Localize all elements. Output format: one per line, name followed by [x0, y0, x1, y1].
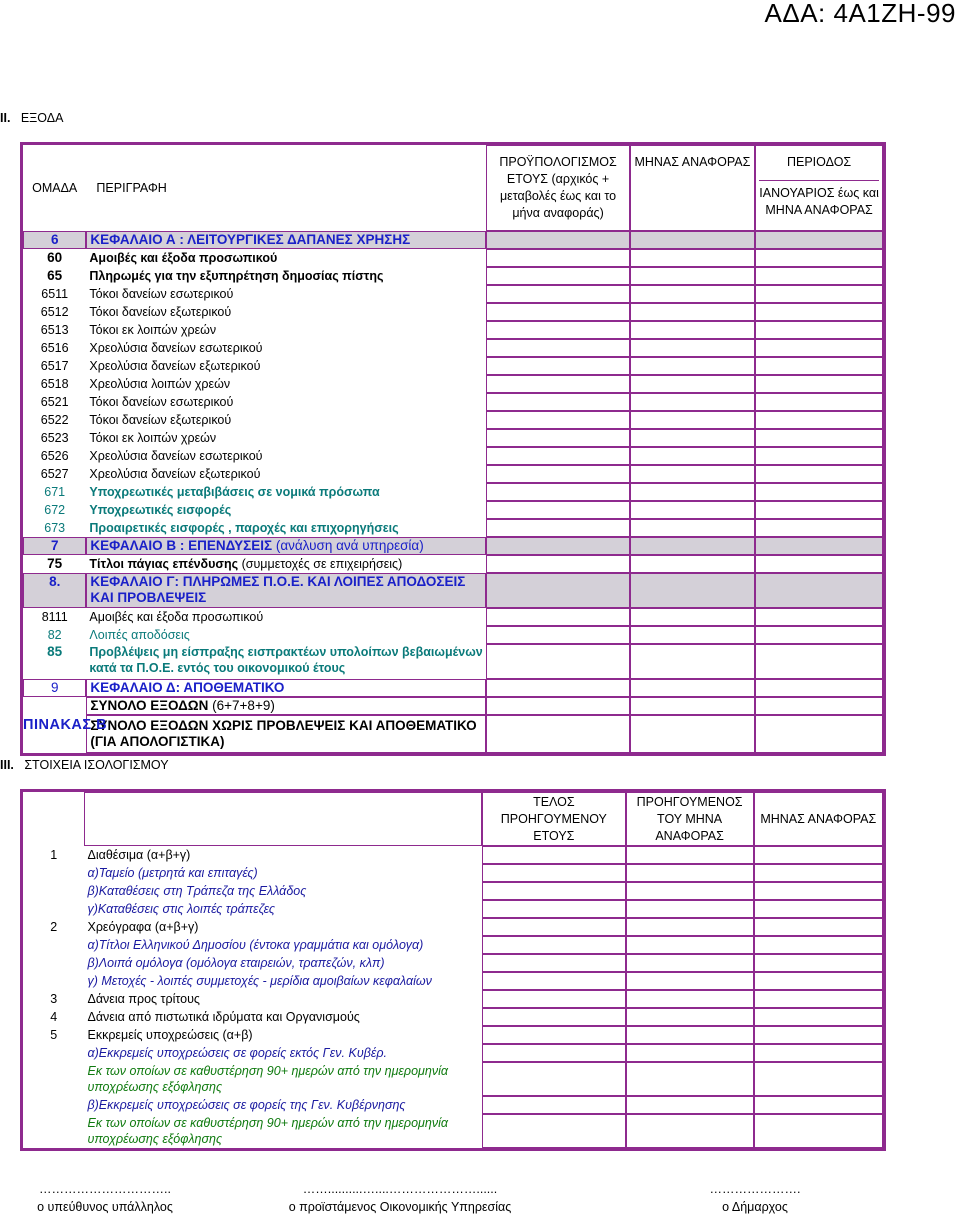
cell-month: [754, 936, 883, 954]
table-row: [23, 936, 883, 954]
table-row: [23, 846, 883, 864]
cell-period: [755, 519, 883, 537]
header-period-subtitle: ΙΑΝΟΥΑΡΙΟΣ έως και ΜΗΝΑ ΑΝΑΦΟΡΑΣ: [759, 180, 879, 219]
cell-period: [755, 357, 883, 375]
cell-month: [630, 285, 756, 303]
row-code: 6518: [40, 377, 69, 391]
row-description: Χρεολύσια δανείων εξωτερικού: [89, 467, 261, 481]
row-description: Υποχρεωτικές εισφορές: [89, 503, 232, 517]
table-row: [23, 1062, 883, 1096]
cell-budget: [486, 465, 629, 483]
row-code: 671: [44, 485, 66, 499]
table-row: [23, 483, 883, 501]
cell-period: [755, 249, 883, 267]
row-code: 60: [47, 250, 63, 265]
row-description: Αμοιβές και έξοδα προσωπικού: [89, 251, 278, 265]
row-number: [23, 900, 84, 918]
cell-prev-year: [482, 936, 626, 954]
cell-month: [630, 555, 756, 573]
table-row: [23, 626, 883, 644]
table-row: [23, 537, 883, 555]
row-code: [23, 697, 86, 715]
cell-prev-month: [626, 846, 754, 864]
cell-month: [630, 321, 756, 339]
cell-month: [754, 1026, 883, 1044]
signature-label: ο προϊστάμενος Οικονομικής Υπηρεσίας: [288, 1200, 512, 1214]
cell-month: [630, 339, 756, 357]
table-row: [23, 339, 883, 357]
cell-month: [630, 697, 756, 715]
row-description-main: ΚΕΦΑΛΑΙΟ Β : ΕΠΕΝΔΥΣΕΙΣ: [90, 538, 273, 553]
row-code: 6521: [40, 395, 69, 409]
table-row: [23, 519, 883, 537]
header-empty: [23, 792, 84, 846]
header-budget: ΠΡΟΫΠΟΛΟΓΙΣΜΟΣ ΕΤΟΥΣ (αρχικός + μεταβολές έως και το μήνα αναφοράς): [486, 145, 629, 231]
row-code: 6522: [40, 413, 69, 427]
cell-prev-month: [626, 918, 754, 936]
table-row: [23, 1026, 883, 1044]
cell-month: [630, 429, 756, 447]
cell-month: [630, 375, 756, 393]
cell-period: [755, 321, 883, 339]
row-description: Λοιπές αποδόσεις: [89, 628, 190, 642]
row-description: β)Λοιπά ομόλογα (ομόλογα εταιρειών, τραπεζών, κλπ): [87, 956, 385, 970]
cell-period: [755, 465, 883, 483]
cell-period: [755, 339, 883, 357]
row-description: α)Ταμείο (μετρητά και επιταγές): [87, 866, 258, 880]
table-row: [23, 900, 883, 918]
row-description-note: (6+7+8+9): [212, 698, 275, 713]
signature-line: ……..........…....…………………......: [302, 1182, 498, 1196]
row-code: 85: [47, 644, 63, 659]
header-empty-desc: [84, 792, 482, 846]
cell-period: [755, 447, 883, 465]
table-row: [23, 555, 883, 573]
table-row: [23, 375, 883, 393]
signature-line: …………………………..: [39, 1182, 171, 1196]
row-code: 672: [44, 503, 66, 517]
cell-budget: [486, 393, 629, 411]
cell-month: [754, 1044, 883, 1062]
cell-budget: [486, 249, 629, 267]
cell-month: [754, 918, 883, 936]
cell-month: [630, 626, 756, 644]
cell-budget: [486, 519, 629, 537]
row-code: 6: [23, 231, 86, 249]
table-row: [23, 697, 883, 715]
section-number: II.: [0, 111, 11, 125]
cell-budget: [486, 626, 629, 644]
row-number: [23, 864, 84, 882]
cell-budget: [486, 715, 629, 753]
row-description: Τόκοι δανείων εξωτερικού: [89, 413, 232, 427]
row-number: 4: [50, 1010, 58, 1024]
cell-budget: [486, 303, 629, 321]
cell-month: [754, 954, 883, 972]
table-row: [23, 285, 883, 303]
cell-prev-year: [482, 1008, 626, 1026]
row-code: 8111: [41, 610, 68, 624]
row-description: α)Εκκρεμείς υποχρεώσεις σε φορείς εκτός Γεν. Κυβέρ.: [87, 1046, 387, 1060]
cell-budget: [486, 501, 629, 519]
cell-prev-month: [626, 1114, 754, 1148]
row-description-main: ΣΥΝΟΛΟ ΕΞΟΔΩΝ: [90, 698, 209, 713]
table-header-row: [23, 792, 883, 846]
cell-month: [630, 303, 756, 321]
row-description: Τόκοι δανείων εξωτερικού: [89, 305, 232, 319]
row-code: 75: [47, 556, 63, 571]
section-balance-title: [0, 758, 169, 772]
cell-month: [630, 393, 756, 411]
table-row: [23, 972, 883, 990]
row-description: Προαιρετικές εισφορές , παροχές και επιχορηγήσεις: [89, 521, 399, 535]
table-row: [23, 303, 883, 321]
cell-budget: [486, 357, 629, 375]
row-number: [23, 1096, 84, 1114]
header-period: [755, 145, 883, 231]
row-description: Εκ των οποίων σε καθυστέρηση 90+ ημερών από την ημερομηνία υποχρέωσης εξόφλησης: [87, 1064, 448, 1094]
table-row: [23, 321, 883, 339]
cell-month: [630, 573, 756, 608]
cell-month: [630, 644, 756, 679]
cell-period: [755, 644, 883, 679]
row-description: Τόκοι δανείων εσωτερικού: [89, 395, 234, 409]
row-code: 65: [47, 268, 63, 283]
row-code: 673: [44, 521, 66, 535]
table-row: [23, 393, 883, 411]
row-description: γ) Μετοχές - λοιπές συμμετοχές - μερίδια αμοιβαίων κεφαλαίων: [87, 974, 432, 988]
row-code: 8.: [23, 573, 86, 608]
signature-label: ο υπεύθυνος υπάλληλος: [37, 1200, 173, 1214]
row-description: Χρεολύσια δανείων εσωτερικού: [89, 341, 263, 355]
cell-period: [755, 697, 883, 715]
row-code: 7: [23, 537, 86, 555]
row-description-main: Τίτλοι πάγιας επένδυσης: [89, 557, 239, 571]
cell-budget: [486, 555, 629, 573]
cell-budget: [486, 375, 629, 393]
row-description: Χρεολύσια δανείων εξωτερικού: [89, 359, 261, 373]
row-description: Πληρωμές για την εξυπηρέτηση δημοσίας πίστης: [89, 269, 384, 283]
row-description: ΚΕΦΑΛΑΙΟ Δ: ΑΠΟΘΕΜΑΤΙΚΟ: [86, 679, 486, 697]
table-row: [23, 1044, 883, 1062]
cell-prev-year: [482, 1026, 626, 1044]
cell-period: [755, 303, 883, 321]
cell-period: [755, 267, 883, 285]
cell-month: [630, 483, 756, 501]
cell-budget: [486, 285, 629, 303]
cell-prev-month: [626, 1026, 754, 1044]
row-description: Δάνεια από πιστωτικά ιδρύματα και Οργανισμούς: [87, 1010, 360, 1024]
row-description: β)Εκκρεμείς υποχρεώσεις σε φορείς της Γεν. Κυβέρνησης: [87, 1098, 406, 1112]
row-description: Τόκοι δανείων εσωτερικού: [89, 287, 234, 301]
row-code: 6517: [40, 359, 69, 373]
cell-month: [754, 1062, 883, 1096]
signature-line: ………………….: [709, 1182, 801, 1196]
cell-month: [754, 1008, 883, 1026]
table-row: [23, 465, 883, 483]
cell-prev-month: [626, 882, 754, 900]
header-group: ΟΜΑΔΑ: [32, 180, 78, 195]
cell-month: [754, 1096, 883, 1114]
cell-prev-month: [626, 864, 754, 882]
cell-prev-year: [482, 990, 626, 1008]
cell-period: [755, 483, 883, 501]
cell-month: [630, 537, 756, 555]
ada-code: ΑΔΑ: 4Α1ΖΗ-99: [764, 0, 956, 28]
cell-prev-month: [626, 990, 754, 1008]
cell-prev-year: [482, 918, 626, 936]
cell-month: [754, 990, 883, 1008]
table-row: [23, 357, 883, 375]
cell-prev-month: [626, 1044, 754, 1062]
row-code: 82: [47, 628, 62, 642]
row-description: [86, 537, 486, 555]
table-row: [23, 1114, 883, 1148]
cell-period: [755, 555, 883, 573]
cell-month: [630, 267, 756, 285]
row-code: 9: [23, 679, 86, 697]
header-prev-month: ΠΡΟΗΓΟΥΜΕΝΟΣ ΤΟΥ ΜΗΝΑ ΑΝΑΦΟΡΑΣ: [626, 792, 754, 846]
cell-prev-month: [626, 972, 754, 990]
cell-budget: [486, 411, 629, 429]
cell-month: [630, 501, 756, 519]
cell-period: [755, 285, 883, 303]
table-row: [23, 864, 883, 882]
table-row: [23, 267, 883, 285]
row-description: Εκ των οποίων σε καθυστέρηση 90+ ημερών από την ημερομηνία υποχρέωσης εξόφλησης: [87, 1116, 448, 1146]
section-number: III.: [0, 758, 14, 772]
cell-budget: [486, 321, 629, 339]
header-month: ΜΗΝΑΣ ΑΝΑΦΟΡΑΣ: [754, 792, 883, 846]
row-description: ΣΥΝΟΛΟ ΕΞΟΔΩΝ ΧΩΡΙΣ ΠΡΟΒΛΕΨΕΙΣ ΚΑΙ ΑΠΟΘΕΜΑΤΙΚΟ (ΓΙΑ ΑΠΟΛΟΓΙΣΤΙΚΑ): [86, 715, 486, 753]
cell-budget: [486, 697, 629, 715]
row-description: Δάνεια προς τρίτους: [87, 992, 200, 1006]
row-description: Τόκοι εκ λοιπών χρεών: [89, 323, 217, 337]
expenses-table: [20, 142, 886, 756]
header-month: [630, 145, 756, 231]
cell-month: [630, 519, 756, 537]
cell-budget: [486, 644, 629, 679]
cell-budget: [486, 267, 629, 285]
table-row: [23, 644, 883, 679]
table-row: [23, 918, 883, 936]
table-row: [23, 429, 883, 447]
table-row: [23, 231, 883, 249]
table-row: [23, 1008, 883, 1026]
cell-month: [754, 1114, 883, 1148]
cell-period: [755, 375, 883, 393]
cell-month: [630, 231, 756, 249]
table-row: [23, 990, 883, 1008]
row-code: 6516: [40, 341, 69, 355]
cell-prev-month: [626, 1062, 754, 1096]
section-label: ΕΞΟΔΑ: [20, 111, 64, 125]
cell-period: [755, 537, 883, 555]
cell-prev-month: [626, 954, 754, 972]
cell-month: [754, 846, 883, 864]
cell-month: [630, 447, 756, 465]
cell-prev-year: [482, 1044, 626, 1062]
table-row: [23, 411, 883, 429]
row-number: [23, 972, 84, 990]
header-description: ΠΕΡΙΓΡΑΦΗ: [96, 180, 167, 195]
table-row: [23, 954, 883, 972]
row-description: ΚΕΦΑΛΑΙΟ Α : ΛΕΙΤΟΥΡΓΙΚΕΣ ΔΑΠΑΝΕΣ ΧΡΗΣΗΣ: [86, 231, 486, 249]
table-row: [23, 573, 883, 608]
row-code: 6523: [40, 431, 69, 445]
row-description: Τόκοι εκ λοιπών χρεών: [89, 431, 217, 445]
cell-month: [630, 715, 756, 753]
cell-period: [755, 715, 883, 753]
row-description-note: (συμμετοχές σε επιχειρήσεις): [241, 557, 403, 571]
cell-prev-year: [482, 882, 626, 900]
row-description: [86, 697, 486, 715]
row-code: 6526: [40, 449, 69, 463]
cell-period: [755, 393, 883, 411]
row-number: [23, 882, 84, 900]
row-description: ΚΕΦΑΛΑΙΟ Γ: ΠΛΗΡΩΜΕΣ Π.Ο.Ε. ΚΑΙ ΛΟΙΠΕΣ ΑΠΟΔΟΣΕΙΣ ΚΑΙ ΠΡΟΒΛΕΨΕΙΣ: [86, 573, 486, 608]
cell-month: [630, 357, 756, 375]
row-number: [23, 1062, 84, 1096]
row-description: Διαθέσιμα (α+β+γ): [87, 848, 191, 862]
header-prev-year: ΤΕΛΟΣ ΠΡΟΗΓΟΥΜΕΝΟΥ ΕΤΟΥΣ: [482, 792, 626, 846]
balance-table: [20, 789, 886, 1151]
cell-period: [755, 626, 883, 644]
cell-prev-year: [482, 954, 626, 972]
row-description: β)Καταθέσεις στη Τράπεζα της Ελλάδος: [87, 884, 307, 898]
row-description: Χρεολύσια λοιπών χρεών: [89, 377, 231, 391]
table-row: [23, 679, 883, 697]
cell-budget: [486, 573, 629, 608]
table-row: [23, 715, 883, 753]
cell-prev-year: [482, 1096, 626, 1114]
cell-prev-year: [482, 846, 626, 864]
cell-prev-year: [482, 864, 626, 882]
cell-period: [755, 573, 883, 608]
cell-prev-month: [626, 1008, 754, 1026]
cell-month: [630, 411, 756, 429]
cell-period: [755, 429, 883, 447]
row-number: 2: [50, 920, 58, 934]
cell-month: [754, 864, 883, 882]
cell-month: [630, 465, 756, 483]
row-number: 1: [50, 848, 58, 862]
cell-prev-month: [626, 936, 754, 954]
cell-period: [755, 608, 883, 626]
row-number: [23, 1044, 84, 1062]
table-row: [23, 447, 883, 465]
row-description-note: (ανάλυση ανά υπηρεσία): [275, 538, 424, 553]
cell-prev-year: [482, 972, 626, 990]
cell-month: [754, 882, 883, 900]
row-code: 6527: [40, 467, 69, 481]
row-description: Προβλέψεις μη είσπραξης εισπρακτέων υπολοίπων βεβαιωμένων κατά τα Π.Ο.Ε. εντός του οικονομικού έτους: [89, 645, 483, 675]
row-description: Χρεολύσια δανείων εσωτερικού: [89, 449, 263, 463]
row-description: Υποχρεωτικές μεταβιβάσεις σε νομικά πρόσωπα: [89, 485, 380, 499]
cell-month: [754, 900, 883, 918]
row-description: Αμοιβές και έξοδα προσωπικού: [89, 610, 264, 624]
row-code: 6513: [40, 323, 69, 337]
table-header-row: [23, 145, 883, 231]
row-description: Χρεόγραφα (α+β+γ): [87, 920, 199, 934]
row-description: [86, 555, 486, 573]
cell-prev-month: [626, 1096, 754, 1114]
cell-budget: [486, 429, 629, 447]
cell-prev-year: [482, 1114, 626, 1148]
cell-budget: [486, 339, 629, 357]
cell-budget: [486, 608, 629, 626]
cell-month: [630, 679, 756, 697]
row-code: 6511: [41, 287, 69, 301]
cell-period: [755, 501, 883, 519]
cell-budget: [486, 447, 629, 465]
row-number: [23, 1114, 84, 1148]
cell-budget: [486, 231, 629, 249]
row-description: γ)Καταθέσεις στις λοιπές τράπεζες: [87, 902, 275, 916]
row-number: [23, 936, 84, 954]
row-description: α)Τίτλοι Ελληνικού Δημοσίου (έντοκα γραμμάτια και ομόλογα): [87, 938, 424, 952]
cell-period: [755, 679, 883, 697]
cell-budget: [486, 483, 629, 501]
section-expenses-title: [0, 111, 63, 125]
row-number: 5: [50, 1028, 58, 1042]
row-code: 6512: [40, 305, 69, 319]
table-row: [23, 608, 883, 626]
cell-budget: [486, 537, 629, 555]
cell-month: [754, 972, 883, 990]
row-description: Εκκρεμείς υποχρεώσεις (α+β): [87, 1028, 253, 1042]
table-row: [23, 249, 883, 267]
table-row: [23, 1096, 883, 1114]
cell-month: [630, 608, 756, 626]
table-caption: ΠΙΝΑΚΑΣ Β: [23, 717, 108, 733]
header-period-title: ΠΕΡΙΟΔΟΣ: [786, 155, 852, 169]
cell-month: [630, 249, 756, 267]
header-month-label: ΜΗΝΑΣ ΑΝΑΦΟΡΑΣ: [634, 155, 751, 169]
signature-label: ο Δήμαρχος: [722, 1200, 788, 1214]
cell-period: [755, 231, 883, 249]
row-number: [23, 954, 84, 972]
cell-budget: [486, 679, 629, 697]
cell-period: [755, 411, 883, 429]
table-row: [23, 501, 883, 519]
row-number: 3: [50, 992, 58, 1006]
cell-prev-year: [482, 900, 626, 918]
cell-prev-year: [482, 1062, 626, 1096]
section-label: ΣΤΟΙΧΕΙΑ ΙΣΟΛΟΓΙΣΜΟΥ: [24, 758, 169, 772]
table-row: [23, 882, 883, 900]
cell-prev-month: [626, 900, 754, 918]
